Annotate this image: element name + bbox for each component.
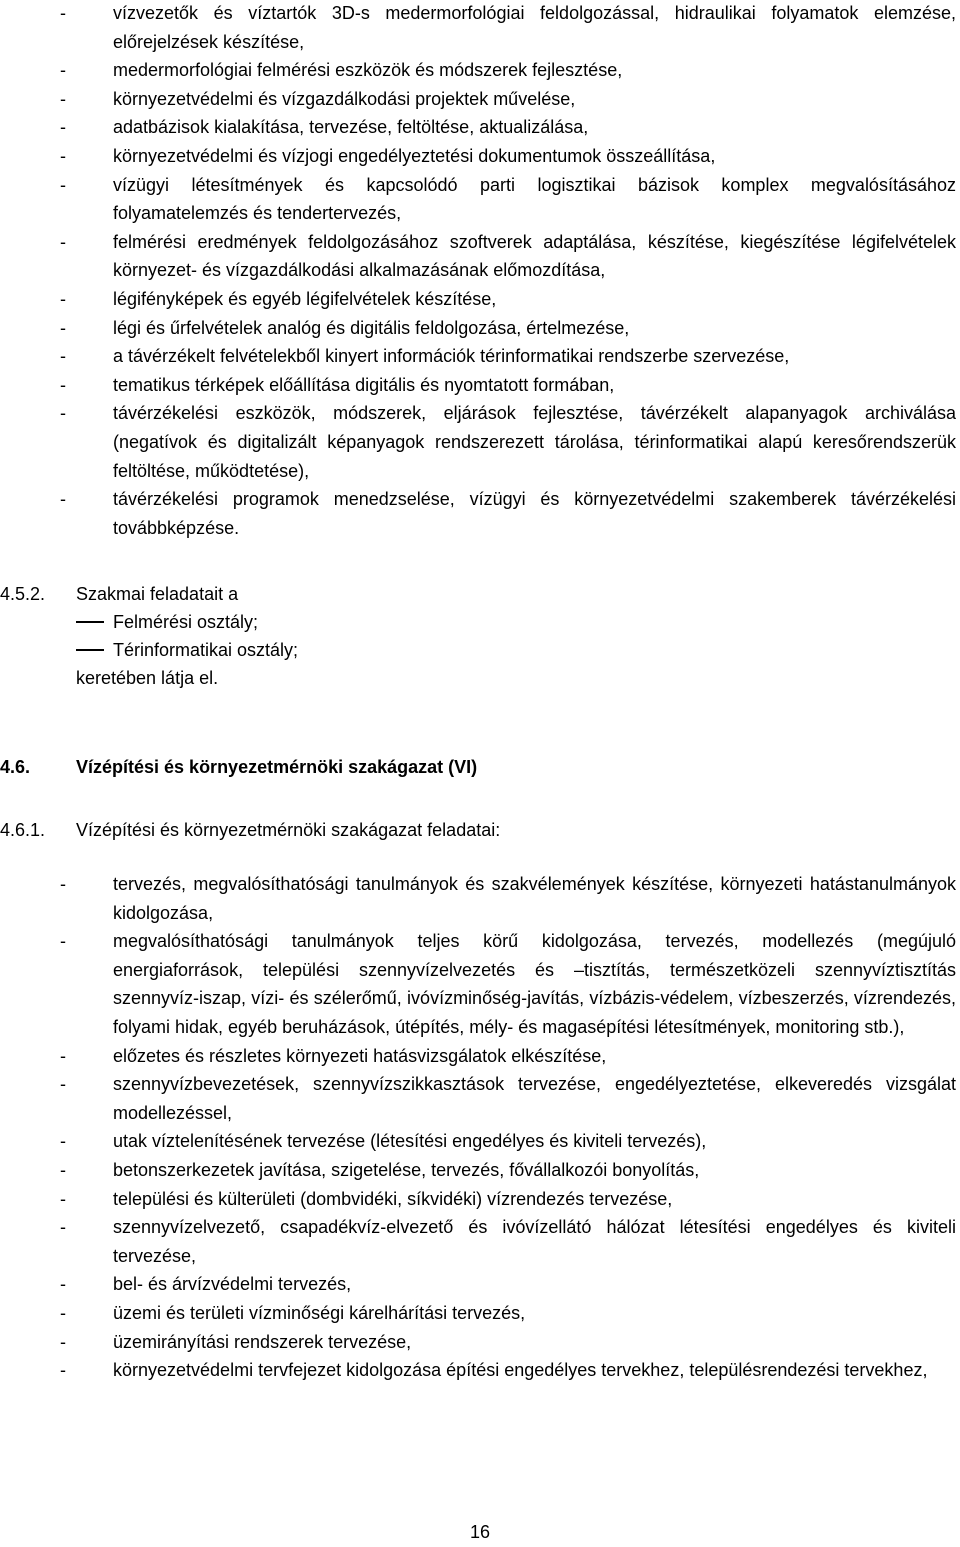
bullet-dash: - — [60, 1045, 66, 1066]
list-item-text: bel- és árvízvédelmi tervezés, — [113, 1274, 352, 1295]
list-item — [0, 1042, 960, 1071]
list-item-text: megvalósíthatósági tanulmányok teljes körű kidolgozása, tervezés, modellezés (megújuló energiaforrások, települési szennyvízelvezetés és –tisztítás, természetközeli szennyvíztisztítás szennyvíz-iszap, vízi- és szélerőmű, ivóvízminőség-javítás, vízbázis-védelem, vízbeszerzés, vízrendezés, folyami hidak, egyéb beruházások, útépítés, mély- és magasépítési létesítmények, monitoring stb.), — [113, 931, 956, 1037]
list-item — [0, 1185, 960, 1214]
list-item-text: légifényképek és egyéb légifelvételek készítése, — [113, 288, 497, 309]
list-item-text: légi és űrfelvételek analóg és digitális feldolgozása, értelmezése, — [113, 317, 630, 338]
list-item-text: üzemirányítási rendszerek tervezése, — [113, 1331, 412, 1352]
bullet-dash: - — [60, 346, 66, 367]
list-item-text: szennyvízbevezetések, szennyvízszikkasztások tervezése, engedélyeztetése, elkeveredés vizsgálat modellezéssel, — [113, 1074, 956, 1123]
list-item — [0, 0, 960, 56]
list-item-text: a távérzékelt felvételekből kinyert információk térinformatikai rendszerbe szervezése, — [113, 346, 790, 367]
bullet-dash: - — [60, 931, 66, 952]
bullet-list-tasks — [0, 0, 960, 542]
section-number: 4.6.1. — [0, 820, 46, 840]
bullet-dash: - — [60, 1131, 66, 1152]
list-item-text: előzetes és részletes környezeti hatásvizsgálatok elkészítése, — [113, 1045, 607, 1066]
list-item — [0, 113, 960, 142]
list-item — [0, 485, 960, 542]
list-item-text: környezetvédelmi és vízgazdálkodási projektek művelése, — [113, 88, 576, 109]
list-item — [0, 371, 960, 400]
list-item-text: tematikus térképek előállítása digitális és nyomtatott formában, — [113, 374, 615, 395]
bullet-dash: - — [60, 117, 66, 138]
bullet-dash: - — [60, 1331, 66, 1352]
list-item-text: távérzékelési eszközök, módszerek, eljárások fejlesztése, távérzékelt alapanyagok archiválása (negatívok és digitalizált képanyagok rendszerezett tárolása, térinformatikai alapú keresőrendszerük feltöltése, működtetése), — [113, 403, 956, 481]
list-item-text: betonszerkezetek javítása, szigetelése, tervezés, fővállalkozói bonyolítás, — [113, 1159, 700, 1180]
list-item — [0, 1299, 960, 1328]
bullet-dash: - — [60, 489, 66, 510]
section-title: Szakmai feladatait a — [76, 584, 239, 604]
list-item — [0, 1213, 960, 1270]
list-item — [0, 870, 960, 927]
bullet-dash: - — [60, 174, 66, 195]
list-item — [0, 399, 960, 485]
department-item — [76, 608, 258, 636]
long-dash — [76, 649, 104, 651]
bullet-dash: - — [60, 1360, 66, 1381]
list-item-text: vízügyi létesítmények és kapcsolódó parti logisztikai bázisok komplex megvalósításához folyamatelemzés és tendertervezés, — [113, 174, 956, 224]
bullet-dash: - — [60, 374, 66, 395]
list-item — [0, 1356, 960, 1385]
bullet-dash: - — [60, 1217, 66, 1238]
bullet-dash: - — [60, 1188, 66, 1209]
bullet-dash: - — [60, 60, 66, 81]
long-dash — [76, 621, 104, 623]
list-item — [0, 314, 960, 343]
list-item-text: távérzékelési programok menedzselése, vízügyi és környezetvédelmi szakemberek távérzékelési továbbképzése. — [113, 489, 956, 538]
bullet-dash: - — [60, 1302, 66, 1323]
bullet-dash: - — [60, 1074, 66, 1095]
list-item — [0, 228, 960, 285]
page-number: 16 — [469, 1522, 491, 1542]
list-item-text: utak víztelenítésének tervezése (létesítési engedélyes és kiviteli tervezés), — [113, 1131, 707, 1152]
department-name: Térinformatikai osztály; — [113, 640, 299, 660]
section-title: Vízépítési és környezetmérnöki szakágazat (VI) — [76, 757, 478, 777]
section-number: 4.6. — [0, 757, 31, 777]
bullet-dash: - — [60, 403, 66, 424]
list-item-text: környezetvédelmi tervfejezet kidolgozása építési engedélyes tervekhez, településrendezési tervekhez, — [113, 1360, 928, 1381]
bullet-dash: - — [60, 1159, 66, 1180]
list-item — [0, 142, 960, 171]
bullet-dash: - — [60, 288, 66, 309]
list-item — [0, 1070, 960, 1127]
bullet-dash: - — [60, 3, 66, 23]
list-item — [0, 1270, 960, 1299]
list-item-text: medermorfológiai felmérési eszközök és módszerek fejlesztése, — [113, 60, 623, 81]
list-item — [0, 56, 960, 85]
list-item-text: vízvezetők és víztartók 3D-s medermorfológiai feldolgozással, hidraulikai folyamatok elemzése, előrejelzések készítése, — [113, 3, 956, 52]
list-item-text: tervezés, megvalósíthatósági tanulmányok és szakvélemények készítése, környezeti hatástanulmányok kidolgozása, — [113, 874, 956, 923]
bullet-dash: - — [60, 874, 66, 894]
list-item — [0, 1328, 960, 1357]
section-closing-text: keretében látja el. — [76, 668, 219, 688]
list-item-text: adatbázisok kialakítása, tervezése, feltöltése, aktualizálása, — [113, 117, 589, 138]
department-item — [76, 636, 298, 664]
list-item — [0, 1127, 960, 1156]
list-item — [0, 285, 960, 314]
bullet-dash: - — [60, 88, 66, 109]
section-number: 4.5.2. — [0, 584, 46, 604]
bullet-dash: - — [60, 231, 66, 252]
list-item — [0, 85, 960, 114]
bullet-dash: - — [60, 145, 66, 166]
list-item — [0, 342, 960, 371]
section-title: Vízépítési és környezetmérnöki szakágazat feladatai: — [76, 820, 501, 840]
list-item-text: üzemi és területi vízminőségi kárelhárítási tervezés, — [113, 1302, 526, 1323]
list-item — [0, 1156, 960, 1185]
list-item-text: felmérési eredmények feldolgozásához szoftverek adaptálása, készítése, kiegészítése légifelvételek környezet- és vízgazdálkodási alkalmazásának előmozdítása, — [113, 231, 956, 281]
bullet-dash: - — [60, 1274, 66, 1295]
bullet-list-duties — [0, 870, 960, 1385]
list-item-text: környezetvédelmi és vízjogi engedélyeztetési dokumentumok összeállítása, — [113, 145, 716, 166]
department-name: Felmérési osztály; — [113, 612, 259, 632]
list-item-text: települési és külterületi (dombvidéki, síkvidéki) vízrendezés tervezése, — [113, 1188, 673, 1209]
bullet-dash: - — [60, 317, 66, 338]
list-item-text: szennyvízelvezető, csapadékvíz-elvezető és ivóvízellátó hálózat létesítési engedélyes és kiviteli tervezése, — [113, 1217, 956, 1266]
list-item — [0, 927, 960, 1041]
list-item — [0, 171, 960, 228]
